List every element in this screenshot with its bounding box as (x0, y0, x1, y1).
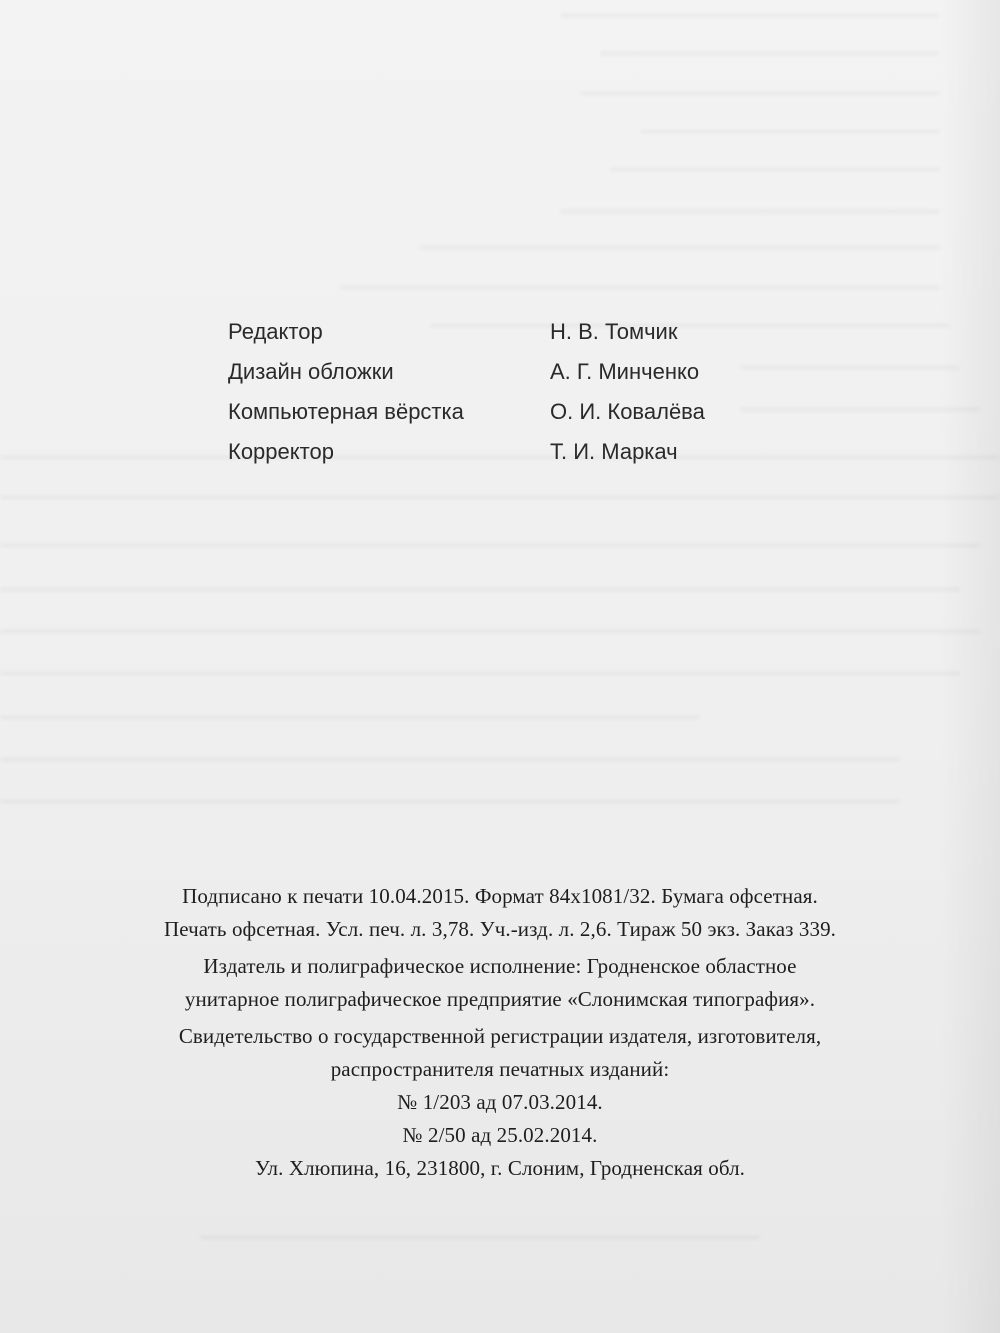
credit-role: Компьютерная вёрстка (228, 399, 464, 424)
certificate-line: Свидетельство о государственной регистрации издателя, изготовителя, (178, 1024, 822, 1048)
credit-row-proofreader (228, 432, 788, 472)
certificate-number: № 1/203 ад 07.03.2014. (397, 1090, 603, 1114)
publication-line: Печать офсетная. Усл. печ. л. 3,78. Уч.-изд. л. 2,6. Тираж 50 экз. Заказ 339. (163, 917, 837, 941)
credit-role: Дизайн обложки (228, 359, 394, 384)
credit-role: Корректор (228, 439, 334, 464)
publisher-details (20, 950, 980, 1016)
credit-name: Н. В. Томчик (550, 319, 678, 344)
imprint-block (20, 880, 980, 1185)
certificate-number: № 2/50 ад 25.02.2014. (402, 1123, 598, 1147)
credit-row-layout (228, 392, 788, 432)
credits-block (228, 312, 788, 472)
credit-name: О. И. Ковалёва (550, 399, 705, 424)
publisher-line: унитарное полиграфическое предприятие «Слонимская типография». (184, 987, 816, 1011)
certificate-line: распространителя печатных изданий: (330, 1057, 670, 1081)
printer-address: Ул. Хлюпина, 16, 231800, г. Слоним, Гродненская обл. (254, 1156, 746, 1180)
publisher-line: Издатель и полиграфическое исполнение: Гродненское областное (203, 954, 797, 978)
publication-details (20, 880, 980, 946)
publication-line: Подписано к печати 10.04.2015. Формат 84x1081/32. Бумага офсетная. (182, 884, 818, 908)
registration-certificate (20, 1020, 980, 1185)
credit-name: Т. И. Маркач (550, 439, 678, 464)
credit-row-cover-design (228, 352, 788, 392)
credit-row-editor (228, 312, 788, 352)
credit-name: А. Г. Минченко (550, 359, 700, 384)
credit-role: Редактор (228, 319, 323, 344)
